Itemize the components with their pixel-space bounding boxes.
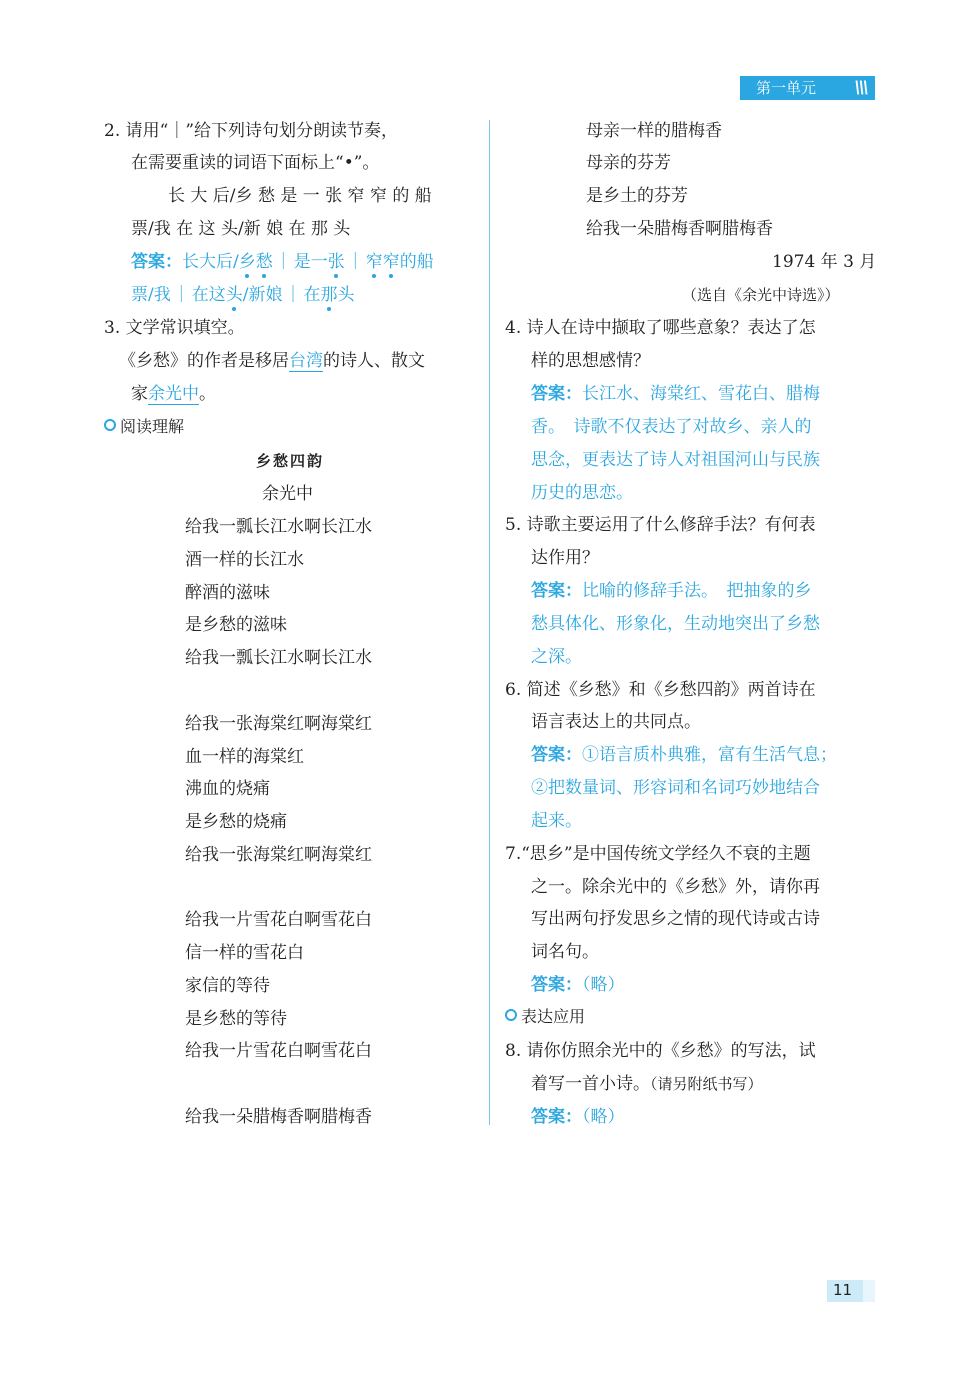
q3-text: 《乡愁》的作者是移居 bbox=[119, 351, 289, 371]
q7-line2: 之一。除余光中的《乡愁》外，请你再 bbox=[531, 877, 820, 897]
answer-label: 答案： bbox=[531, 1107, 582, 1127]
poem-line: 是乡土的芬芳 bbox=[586, 186, 688, 206]
section-reading bbox=[104, 416, 184, 438]
poem-line: 信一样的雪花白 bbox=[185, 943, 304, 963]
column-divider bbox=[489, 120, 490, 1125]
unit-label: 第一单元 bbox=[756, 79, 817, 97]
answer-label: 答案： bbox=[531, 581, 582, 601]
q4-answer-line3: 思念，更表达了诗人对祖国河山与民族 bbox=[531, 450, 820, 470]
answer-text: 是一 bbox=[293, 252, 328, 272]
poem-line: 家信的等待 bbox=[185, 976, 270, 996]
poem-line: 给我一瓢长江水啊长江水 bbox=[185, 648, 372, 668]
page-number-box bbox=[827, 1280, 875, 1302]
poem-line: 是乡愁的烧痛 bbox=[185, 812, 287, 832]
q3-blank-answer: 台湾 bbox=[289, 351, 323, 371]
stress-char: 那 bbox=[320, 285, 338, 305]
answer-text: 票/我 bbox=[131, 285, 171, 305]
q8-note: （请另附纸书写） bbox=[650, 1075, 763, 1093]
q3-line3 bbox=[131, 383, 216, 405]
poem-line: 给我一朵腊梅香啊腊梅香 bbox=[586, 219, 773, 239]
poem-line: 给我一片雪花白啊雪花白 bbox=[185, 910, 372, 930]
answer-text: 长大后/ bbox=[182, 252, 239, 272]
q4-line1: 4. 诗人在诗中撷取了哪些意象？表达了怎 bbox=[505, 318, 816, 338]
answer-text: 在 bbox=[303, 285, 321, 305]
q3-blank-answer: 余光中 bbox=[148, 384, 199, 404]
poem-title: 乡愁四韵 bbox=[256, 452, 325, 470]
q8-line1: 8. 请你仿照余光中的《乡愁》的写法，试 bbox=[505, 1041, 816, 1061]
stress-char: 头 bbox=[225, 285, 243, 305]
poem-line: 给我一张海棠红啊海棠红 bbox=[185, 845, 372, 865]
q4-line2: 样的思想感情？ bbox=[531, 351, 650, 371]
answer-text: 比喻的修辞手法。 把抽象的乡 bbox=[582, 581, 812, 601]
rhythm-mark: ｜ bbox=[274, 252, 292, 272]
q6-answer-line3: 起来。 bbox=[531, 811, 582, 831]
answer-label: 答案： bbox=[531, 384, 582, 404]
poem-line: 醉酒的滋味 bbox=[185, 583, 270, 603]
section-expression bbox=[505, 1006, 585, 1028]
q2-answer-line2 bbox=[131, 284, 354, 306]
q3-line2 bbox=[119, 350, 425, 372]
stress-char: 愁 bbox=[255, 252, 273, 272]
answer-text: 头 bbox=[337, 285, 355, 305]
answer-label: 答案： bbox=[531, 975, 582, 995]
circle-bullet-icon bbox=[104, 419, 116, 431]
q3-line1: 3. 文学常识填空。 bbox=[104, 318, 245, 338]
poem-source: （选自《余光中诗选》） bbox=[682, 286, 840, 304]
q8-answer bbox=[531, 1106, 625, 1128]
q6-line2: 语言表达上的共同点。 bbox=[531, 712, 701, 732]
q2-verse1: 长 大 后/乡 愁 是 一 张 窄 窄 的 船 bbox=[168, 186, 432, 206]
q6-answer-line2: ②把数量词、形容词和名词巧妙地结合 bbox=[531, 778, 820, 798]
q2-verse2: 票/我 在 这 头/新 娘 在 那 头 bbox=[131, 219, 351, 239]
q2-line2: 在需要重读的词语下面标上“•”。 bbox=[131, 153, 380, 173]
poem-line: 给我一片雪花白啊雪花白 bbox=[185, 1041, 372, 1061]
poem-line: 是乡愁的滋味 bbox=[185, 615, 287, 635]
rhythm-mark: ｜ bbox=[346, 252, 364, 272]
poem-line: 给我一张海棠红啊海棠红 bbox=[185, 714, 372, 734]
unit-tab bbox=[740, 76, 875, 100]
answer-text: （略） bbox=[582, 975, 625, 995]
unit-slashes-decoration: \\\ bbox=[854, 78, 867, 98]
answer-text: 的船 bbox=[399, 252, 434, 272]
poem-line: 沸血的烧痛 bbox=[185, 779, 270, 799]
poem-date: 1974 年 3 月 bbox=[772, 252, 877, 272]
q2-line1: 2. 请用“｜”给下列诗句划分朗读节奏， bbox=[104, 121, 399, 141]
q8-text: 着写一首小诗。 bbox=[531, 1074, 650, 1094]
stress-char: 窄 bbox=[382, 252, 400, 272]
q4-answer-line4: 历史的思恋。 bbox=[531, 483, 633, 503]
poem-line: 是乡愁的等待 bbox=[185, 1009, 287, 1029]
stress-char: 窄 bbox=[365, 252, 383, 272]
poem-line: 给我一瓢长江水啊长江水 bbox=[185, 517, 372, 537]
q7-answer bbox=[531, 974, 625, 996]
poem-line: 血一样的海棠红 bbox=[185, 747, 304, 767]
answer-text: /新娘 bbox=[242, 285, 283, 305]
section-title: 阅读理解 bbox=[120, 417, 185, 436]
q5-answer-line3: 之深。 bbox=[531, 647, 582, 667]
answer-label: 答案： bbox=[131, 252, 182, 272]
stress-char: 乡 bbox=[238, 252, 256, 272]
poem-line: 给我一朵腊梅香啊腊梅香 bbox=[185, 1107, 372, 1127]
q3-text: 家 bbox=[131, 384, 148, 404]
q5-line1: 5. 诗歌主要运用了什么修辞手法？有何表 bbox=[505, 515, 816, 535]
q6-line1: 6. 简述《乡愁》和《乡愁四韵》两首诗在 bbox=[505, 680, 816, 700]
page-number: 11 bbox=[833, 1281, 853, 1299]
q7-line4: 词名句。 bbox=[531, 942, 599, 962]
answer-text: 长江水、海棠红、雪花白、腊梅 bbox=[582, 384, 820, 404]
answer-text: 在这 bbox=[191, 285, 226, 305]
q7-line1: 7.“思乡”是中国传统文学经久不衰的主题 bbox=[505, 844, 811, 864]
q8-line2 bbox=[531, 1073, 763, 1095]
q5-answer-line1 bbox=[531, 580, 812, 602]
answer-text: （略） bbox=[582, 1107, 625, 1127]
circle-bullet-icon bbox=[505, 1009, 517, 1021]
poem-line: 酒一样的长江水 bbox=[185, 550, 304, 570]
poem-line: 母亲的芬芳 bbox=[586, 153, 671, 173]
answer-label: 答案： bbox=[531, 745, 582, 765]
page-number-tail-decoration bbox=[863, 1280, 875, 1302]
q5-answer-line2: 愁具体化、形象化，生动地突出了乡愁 bbox=[531, 614, 820, 634]
rhythm-mark: ｜ bbox=[172, 285, 190, 305]
q3-text: 。 bbox=[199, 384, 216, 404]
poem-line: 母亲一样的腊梅香 bbox=[586, 121, 722, 141]
q4-answer-line2: 香。 诗歌不仅表达了对故乡、亲人的 bbox=[531, 417, 812, 437]
q7-line3: 写出两句抒发思乡之情的现代诗或古诗 bbox=[531, 909, 820, 929]
section-title: 表达应用 bbox=[521, 1007, 586, 1026]
rhythm-mark: ｜ bbox=[284, 285, 302, 305]
q6-answer-line1 bbox=[531, 744, 837, 766]
q2-answer-line1 bbox=[131, 251, 434, 273]
q3-text: 的诗人、散文 bbox=[323, 351, 425, 371]
q5-line2: 达作用？ bbox=[531, 548, 599, 568]
answer-text: ①语言质朴典雅，富有生活气息； bbox=[582, 745, 837, 765]
stress-char: 张 bbox=[327, 252, 345, 272]
q4-answer-line1 bbox=[531, 383, 820, 405]
poem-author: 余光中 bbox=[262, 484, 313, 504]
